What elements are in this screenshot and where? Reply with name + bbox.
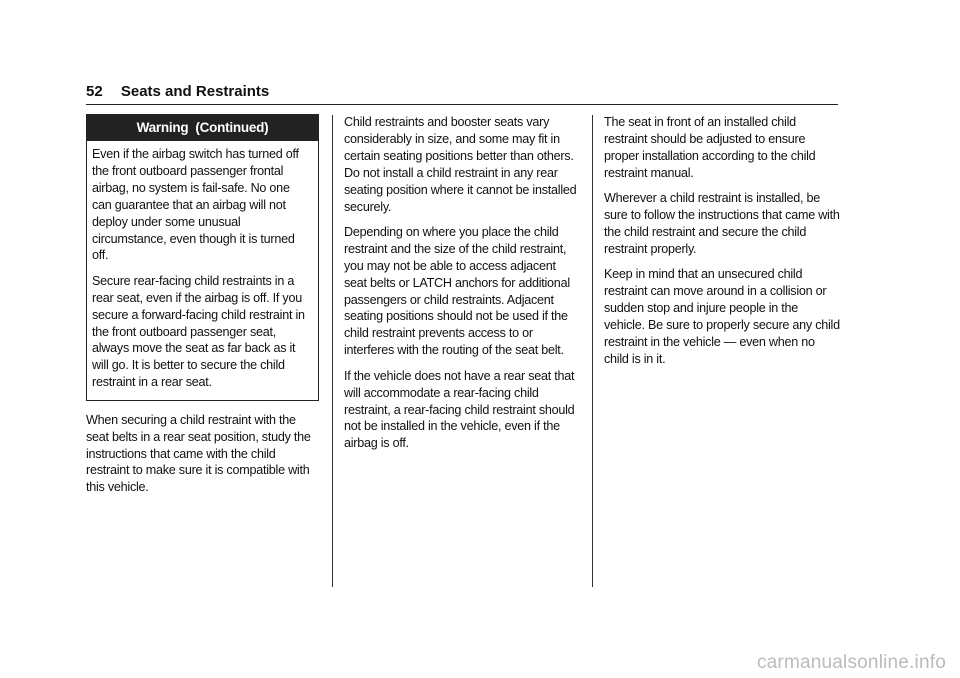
watermark: carmanualsonline.info (756, 652, 946, 673)
page-header (86, 82, 838, 105)
warning-body (87, 141, 318, 391)
body-paragraph: When securing a child restraint with the seat belts in a rear seat position, study the instructions that came with the child restraint to make sure it is compatible with this vehicle. (86, 412, 311, 495)
column-1 (86, 114, 319, 505)
body-paragraph: Keep in mind that an unsecured child restraint can move around in a collision or sudden stop and injure people in the vehicle. Be sure to properly secure any child restraint in the vehicle — even when no child is in it. (604, 267, 840, 366)
page-number: 52 (86, 83, 103, 100)
body-paragraph: The seat in front of an installed child restraint should be adjusted to ensure proper installation according to the child restraint manual. (604, 115, 816, 180)
column-2 (344, 114, 578, 461)
body-paragraph: If the vehicle does not have a rear seat that will accommodate a rear-facing child restraint, a rear-facing child restraint should not be installed in the vehicle, even if the airbag is off. (344, 368, 575, 451)
warning-box (86, 114, 319, 401)
warning-paragraph: Secure rear-facing child restraints in a rear seat, even if the airbag is off. If you secure a forward-facing child restraint in the front outboard passenger seat, always move the seat as far back as it will go. It is better to secure the child restraint in a rear seat. (92, 273, 305, 390)
section-title: Seats and Restraints (120, 83, 270, 100)
warning-title: Warning (Continued) (87, 115, 318, 141)
column-divider-2 (592, 115, 593, 587)
column-3 (604, 114, 840, 376)
column-divider-1 (332, 115, 333, 587)
body-paragraph: Wherever a child restraint is installed, be sure to follow the instructions that came with the child restraint and secure the child restraint properly. (604, 191, 840, 256)
warning-paragraph: Even if the airbag switch has turned off the front outboard passenger frontal airbag, no system is fail-safe. No one can guarantee that an airbag will not deploy under some unusual circumstance, even though it is turned off. (92, 147, 299, 263)
body-paragraph: Child restraints and booster seats vary considerably in size, and some may fit in certain seating positions better than others. Do not install a child restraint in any rear seating position where it cannot be installed securely. (344, 115, 577, 214)
body-paragraph: Depending on where you place the child restraint and the size of the child restraint, you may not be able to access adjacent seat belts or LATCH anchors for additional passengers or child restraints. Adjacent seating positions should not be used if the child restraint prevents access to or interferes with the routing of the seat belt. (344, 224, 570, 358)
